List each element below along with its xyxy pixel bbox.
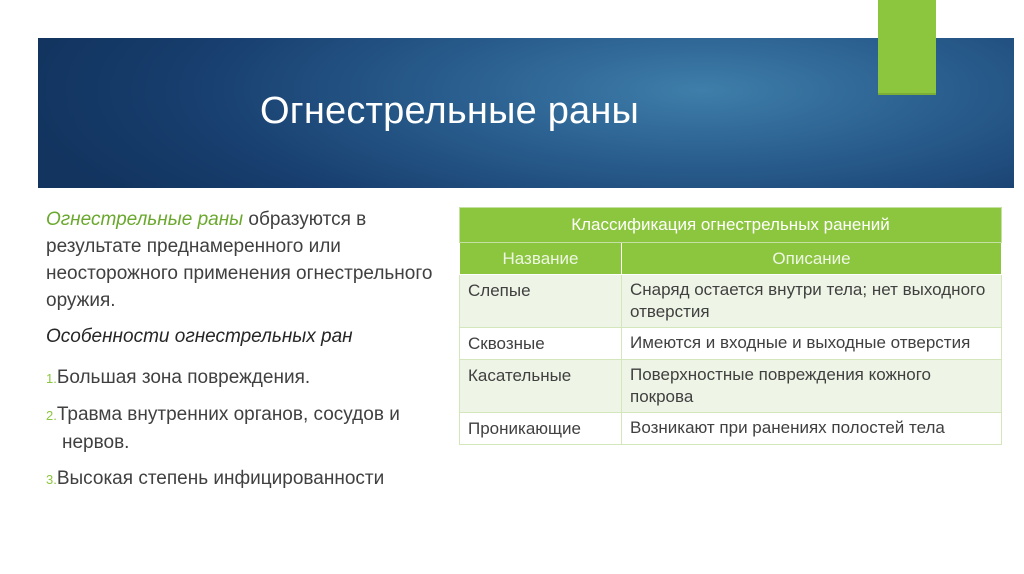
list-item [46, 364, 446, 392]
list-number: 2. [46, 408, 57, 423]
list-number: 3. [46, 472, 57, 487]
table-row [460, 328, 1002, 360]
column-header-description: Описание [622, 243, 1002, 275]
cell-description: Поверхностные повреждения кожного покрова [622, 360, 1002, 413]
table-caption: Классификация огнестрельных ранений [460, 208, 1002, 243]
intro-paragraph [46, 206, 446, 314]
classification-table-container [459, 207, 1001, 445]
list-number: 1. [46, 371, 57, 386]
left-column [46, 206, 446, 502]
table-row [460, 360, 1002, 413]
cell-name: Сквозные [460, 328, 622, 360]
cell-name: Касательные [460, 360, 622, 413]
list-text: Травма внутренних органов, сосудов и нервов. [56, 404, 400, 453]
cell-name: Проникающие [460, 413, 622, 445]
intro-text: образуются в результате преднамеренного или неосторожного применения огнестрельного оружия. [46, 209, 433, 311]
intro-highlight: Огнестрельные раны [46, 209, 244, 230]
table-row [460, 275, 1002, 328]
cell-description: Возникают при ранениях полостей тела [622, 413, 1002, 445]
features-heading: Особенности огнестрельных ран [46, 326, 353, 347]
list-text: Большая зона повреждения. [56, 367, 311, 388]
features-list [46, 364, 446, 493]
title-banner [38, 38, 1014, 188]
cell-name: Слепые [460, 275, 622, 328]
list-text: Высокая степень инфицированности [56, 468, 385, 489]
list-item [46, 401, 446, 456]
cell-description: Имеются и входные и выходные отверстия [622, 328, 1002, 360]
cell-description: Снаряд остается внутри тела; нет выходного отверстия [622, 275, 1002, 328]
table-row [460, 413, 1002, 445]
list-item [46, 465, 446, 493]
classification-table [459, 207, 1002, 445]
accent-bar [878, 0, 936, 95]
column-header-name: Название [460, 243, 622, 275]
slide-title: Огнестрельные раны [260, 90, 640, 132]
